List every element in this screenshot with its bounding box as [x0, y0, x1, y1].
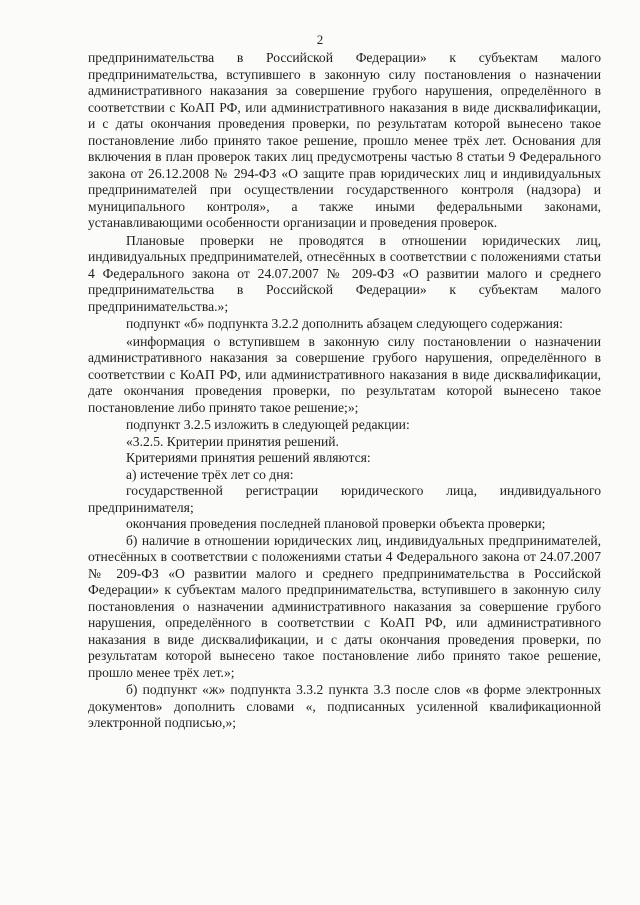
paragraph-information-quote: «информация о вступившем в законную силу постановлении о назначении административного наказания за совершение грубого нарушения, определённого в соответствии с КоАП РФ, или административного наказания в виде дисквалификации, дате окончания проведения проверки, по результатам которой вынесено такое постановление либо принято такое решение;»; — [88, 333, 601, 415]
paragraph-subitem-325-amendment: подпункт 3.2.5 изложить в следующей редакции: — [126, 417, 410, 432]
paragraph-planned-inspections: Плановые проверки не проводятся в отношении юридических лиц, индивидуальных предпринимателей, отнесённых в соответствии с положениями статьи 4 Федерального закона от 24.07.2007 № 209-ФЗ «О развитии малого и среднего предпринимательства в Российской Федерации» к субъектам малого предпринимательства.»; — [88, 232, 601, 314]
paragraph-325-heading: «3.2.5. Критерии принятия решений. — [126, 433, 339, 449]
paragraph-subitem-zh-amendment: б) подпункт «ж» подпункта 3.3.2 пункта 3.3 после слов «в форме электронных документов» дополнить словами «, подписанных усиленной квалификационной электронной подписью,»; — [88, 682, 601, 730]
list-item-a: а) истечение трёх лет со дня: — [126, 466, 294, 482]
paragraph-subitem-b-amendment: подпункт «б» подпункта 3.2.2 дополнить абзацем следующего содержания: — [126, 316, 563, 331]
list-item-b: б) наличие в отношении юридических лиц, индивидуальных предпринимателей, отнесённых в соответствии с положениями статьи 4 Федерального закона от 24.07.2007 № 209-ФЗ «О развитии малого и среднего предпринимательства в Российской Федерации» к субъектам малого предпринимательства, вступившего в законную силу постановления о назначении административного наказания за совершение грубого нарушения, определённого в соответствии с КоАП РФ, или административного наказания в виде дисквалификации, и с даты окончания проведения проверки, по результатам которой вынесено такое постановление либо принято такое решение, прошло менее трёх лет.»; — [88, 532, 601, 680]
document-body — [88, 50, 601, 732]
list-item-a-last-inspection: окончания проведения последней плановой проверки объекта проверки; — [126, 516, 546, 531]
page-number: 2 — [316, 32, 324, 47]
list-item-a-registration: государственной регистрации юридического лица, индивидуального предпринимателя; — [88, 483, 601, 515]
paragraph-continuation: предпринимательства в Российской Федерации» к субъектам малого предпринимательства, вступившего в законную силу постановления о назначении административного наказания за совершение грубого нарушения, определённого в соответствии с КоАП РФ, или административного наказания в виде дисквалификации, и с даты окончания проведения проверки, по результатам которой вынесено такое постановление либо принято такое решение, прошло менее трёх лет. Основания для включения в план проверок таких лиц предусмотрены частью 8 статьи 9 Федерального закона от 26.12.2008 № 294-ФЗ «О защите прав юридических лиц и индивидуальных предпринимателей при осуществлении государственного контроля (надзора) и муниципального контроля», а также иными федеральными законами, устанавливающими особенности организации и проведения проверок. — [88, 50, 601, 230]
paragraph-criteria-intro: Критериями принятия решений являются: — [126, 450, 371, 465]
